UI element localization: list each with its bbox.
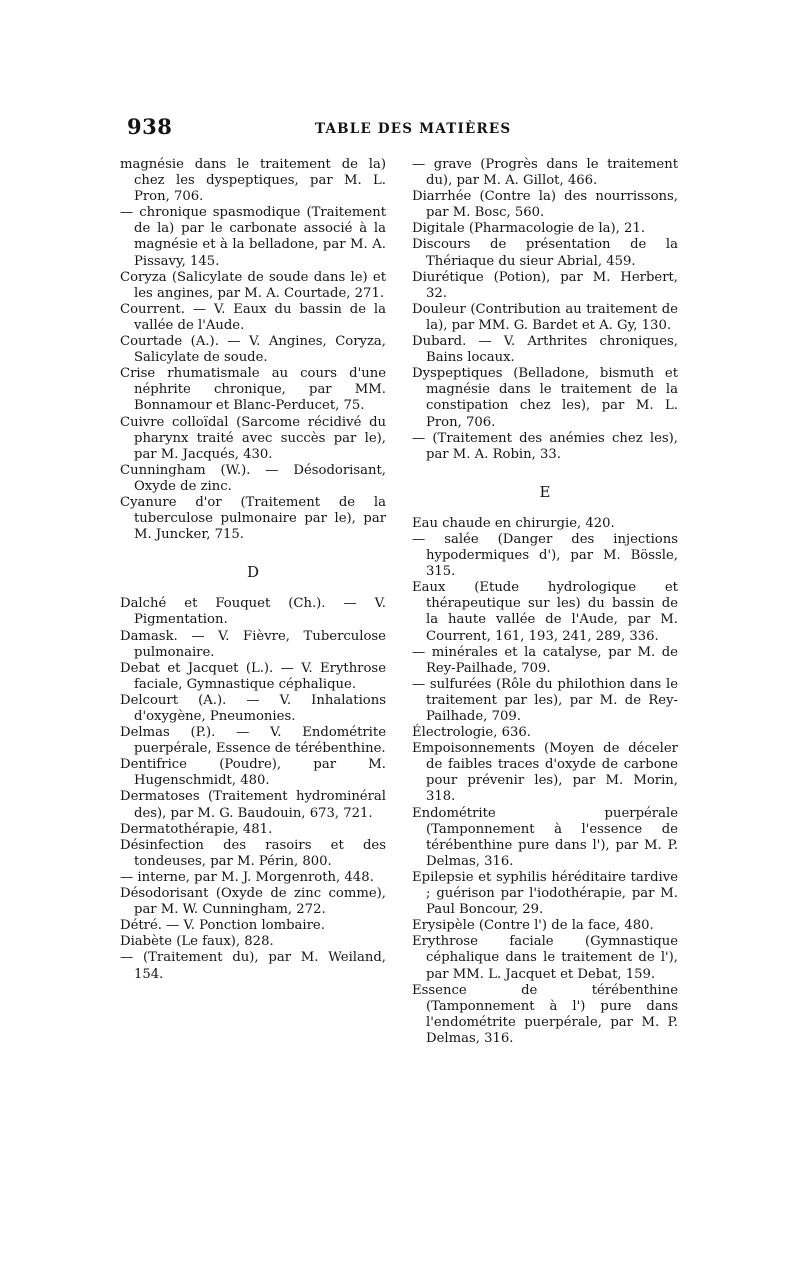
left-column [120,157,386,983]
index-entry: — (Traitement des anémies chez les), par M. A. Robin, 33. [412,430,678,462]
index-entry: Dentifrice (Poudre), par M. Hugenschmidt, 480. [120,757,386,789]
index-entry: Essence de térébenthine (Tamponnement à l') pure dans l'endométrite puerpérale, par M. P. Delmas, 316. [412,982,678,1046]
index-entry: Cunningham (W.). — Désodorisant, Oxyde de zinc. [120,462,386,494]
index-entry: Eaux (Etude hydrologique et thérapeutique sur les) du bassin de la haute vallée de l'Aude, par M. Courrent, 161, 193, 241, 289, 336. [412,580,678,644]
index-entry: Diarrhée (Contre la) des nourrissons, par M. Bosc, 560. [412,189,678,221]
index-entry: Endométrite puerpérale (Tamponnement à l'essence de térébenthine pure dans l'), par M. P. Delmas, 316. [412,805,678,869]
index-entry: — minérales et la catalyse, par M. de Rey-Pailhade, 709. [412,644,678,676]
right-column [412,157,678,1047]
index-entry: Dermatoses (Traitement hydrominéral des), par M. G. Baudouin, 673, 721. [120,789,386,821]
index-entry: Désinfection des rasoirs et des tondeuses, par M. Périn, 800. [120,837,386,869]
index-entry: Dyspeptiques (Belladone, bismuth et magnésie dans le traitement de la constipation chez les), par M. L. Pron, 706. [412,366,678,430]
index-entry: Delcourt (A.). — V. Inhalations d'oxygène, Pneumonies. [120,692,386,724]
index-entry: — interne, par M. J. Morgenroth, 448. [120,869,374,885]
page-header [127,114,675,144]
index-entry: Crise rhumatismale au cours d'une néphrite chronique, par MM. Bonnamour et Blanc-Perducet, 75. [120,366,386,414]
page-number: 938 [127,114,173,139]
running-title: TABLE DES MATIÈRES [315,121,512,137]
section-letter-d: D [246,563,260,582]
index-entry: — chronique spasmodique (Traitement de la) par le carbonate associé à la magnésie et à la belladone, par M. A. Pissavy, 145. [120,205,386,269]
index-entry: Discours de présentation de la Thériaque du sieur Abrial, 459. [412,237,678,269]
section-letter-e: E [539,482,551,501]
index-entry: Debat et Jacquet (L.). — V. Erythrose faciale, Gymnastique céphalique. [120,660,386,692]
index-entry: Désodorisant (Oxyde de zinc comme), par M. W. Cunningham, 272. [120,886,386,918]
index-entry: Erysipèle (Contre l') de la face, 480. [412,918,654,934]
index-entry: Eau chaude en chirurgie, 420. [412,515,615,531]
index-entry: magnésie dans le traitement de la) chez les dyspeptiques, par M. L. Pron, 706. [120,157,386,205]
index-entry: Coryza (Salicylate de soude dans le) et les angines, par M. A. Courtade, 271. [120,269,386,301]
index-entry: Dermatothérapie, 481. [120,821,273,837]
index-entry: Erythrose faciale (Gymnastique céphalique dans le traitement de l'), par MM. L. Jacquet et Debat, 159. [412,934,678,982]
index-entry: Diabète (Le faux), 828. [120,934,274,950]
index-entry: Empoisonnements (Moyen de déceler de faibles traces d'oxyde de carbone pour prévenir les), par M. Morin, 318. [412,741,678,805]
index-entry: — sulfurées (Rôle du philothion dans le traitement par les), par M. de Rey-Pailhade, 709. [412,676,678,724]
index-entry: — (Traitement du), par M. Weiland, 154. [120,950,386,982]
index-entry: — grave (Progrès dans le traitement du), par M. A. Gillot, 466. [412,157,678,189]
index-entry: — salée (Danger des injections hypodermiques d'), par M. Bössle, 315. [412,531,678,580]
index-entry: Cuivre colloïdal (Sarcome récidivé du pharynx traité avec succès par le), par M. Jacqués, 430. [120,414,386,462]
index-entry: Damask. — V. Fièvre, Tuberculose pulmonaire. [120,628,386,660]
index-entry: Diurétique (Potion), par M. Herbert, 32. [412,269,678,301]
index-entry: Électrologie, 636. [412,725,531,741]
index-entry: Epilepsie et syphilis héréditaire tardive ; guérison par l'iodothérapie, par M. Paul Boncour, 29. [412,869,678,918]
index-entry: Courrent. — V. Eaux du bassin de la vallée de l'Aude. [120,301,386,333]
index-entry: Détré. — V. Ponction lombaire. [120,918,325,934]
index-entry: Douleur (Contribution au traitement de la), par MM. G. Bardet et A. Gy, 130. [412,301,678,333]
index-entry: Digitale (Pharmacologie de la), 21. [412,221,646,237]
index-entry: Courtade (A.). — V. Angines, Coryza, Salicylate de soude. [120,334,386,366]
index-entry: Dalché et Fouquet (Ch.). — V. Pigmentation. [120,596,386,628]
index-entry: Cyanure d'or (Traitement de la tuberculose pulmonaire par le), par M. Juncker, 715. [120,494,386,543]
index-entry: Delmas (P.). — V. Endométrite puerpérale, Essence de térébenthine. [120,725,386,757]
index-entry: Dubard. — V. Arthrites chroniques, Bains locaux. [412,334,678,366]
